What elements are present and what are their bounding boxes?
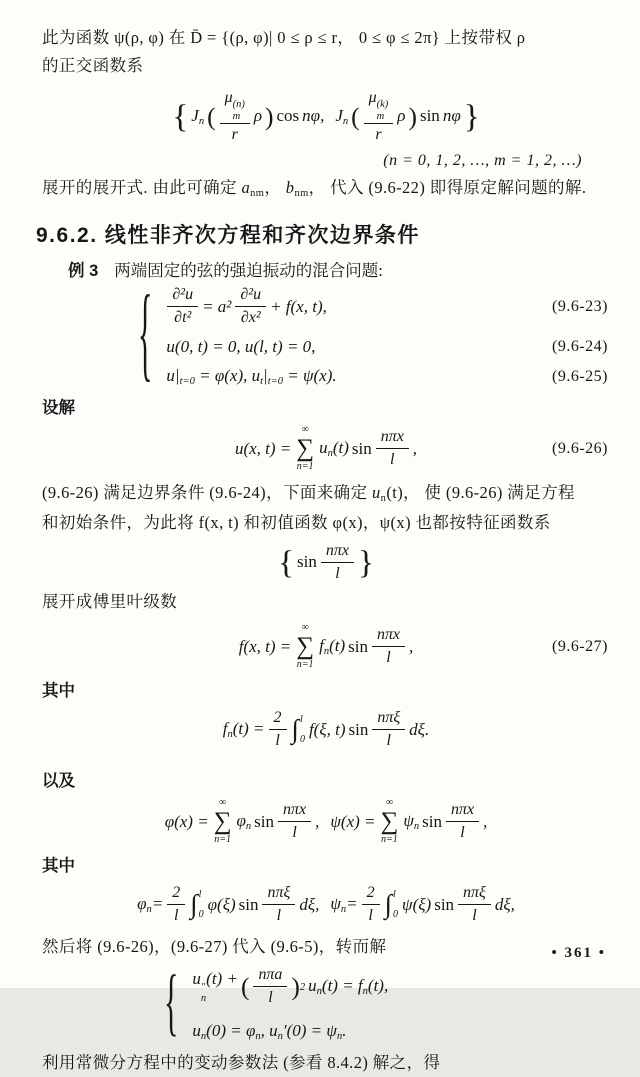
pde-system [138, 275, 610, 394]
intro-paragraph [42, 24, 610, 81]
sum-lower-limit: n=1 [296, 461, 314, 473]
right-paren: ) [291, 971, 300, 1001]
mu-superscript: (k) [376, 99, 389, 110]
summation [214, 798, 232, 845]
mu-over-r-fraction [220, 88, 250, 145]
npx-over-l-fraction: $\frac{\text{nπx}}{l}$ [446, 800, 479, 843]
right-brace: } [357, 543, 374, 581]
suppose-solution-label: 设解 [42, 399, 75, 418]
npxi-over-l-fraction: $\frac{\text{nπξ}}{l}$ [372, 708, 405, 751]
f-n-lhs: $f_n(t)$ = [222, 719, 265, 741]
determine-un-paragraph: (9.6-26) 满足边界条件 (9.6-24)，下面来确定 $u_n(t)$， 使 (9.6-26) 满足方程 和初始条件，为此将 f(x, t) 和初值函数 φ(x)，ψ(x) 也都按特征函数系 [42, 483, 575, 532]
example-3-line [42, 257, 610, 281]
orthogonal-system-formula [42, 88, 610, 145]
psi-n: $\psi_n$ [403, 811, 420, 833]
u-n-second-derivative: u ″ n (t) + [192, 969, 238, 1005]
two-over-l-fraction: $\frac{2}{l}$ [269, 708, 287, 751]
npx-over-l-fraction: $\frac{\text{nπx}}{l}$ [278, 800, 311, 843]
intro-line-1: 此为函数 ψ(ρ, φ) 在 D̄ = {(ρ, φ)| 0 ≤ ρ ≤ r， 0 ≤ φ ≤ 2π} 上按带权 ρ [42, 28, 526, 47]
phi-psi-expansion-formula: φ(x) = ∞ ∑ n=1 $\varphi_n$ sin $\frac{\text{nπx}}{l}$ , ψ(x) = ∞ ∑ n=1 $\psi_n$ sin $\frac{\text{nπx}}{l}$ , [164, 797, 488, 846]
u-n-of-t: $u_n(t)$ [319, 438, 349, 460]
npx-over-l-fraction: $\frac{\text{nπx}}{l}$ [376, 427, 409, 470]
system-brace: { [138, 275, 153, 394]
equation-number: (9.6-27) [552, 637, 608, 655]
and-label: 以及 [42, 772, 75, 791]
rho-symbol: ρ [397, 106, 406, 126]
right-paren: ) [408, 101, 417, 131]
initial-conditions-row: $u|_{t=0} = \varphi(x)$, $u_t|_{t=0} = \psi(x)$. (9.6-25) [166, 366, 608, 388]
mu-symbol: μ [224, 88, 233, 106]
integral-symbol: ∫ [291, 714, 299, 745]
frac-numerator [364, 88, 394, 124]
bessel-J-n: $J_n$ [191, 105, 205, 127]
npx-over-l-fraction: $\frac{\text{nπx}}{l}$ [321, 541, 354, 584]
left-brace: { [172, 97, 189, 135]
sum-lower-limit: n=1 [296, 659, 314, 671]
two-over-l-fraction: $\frac{2}{l}$ [362, 883, 380, 926]
power-2: 2 [299, 981, 306, 993]
equation-9-6-26: u(x, t) = ∞ ∑ n=1 $u_n(t)$ sin $\frac{\text{nπx}}{l}$ , (9.6-26) [234, 424, 608, 473]
sin-operator: sin [238, 894, 259, 914]
integral-0-to-l [190, 890, 203, 920]
ode-equation-row [192, 965, 610, 1008]
integral-lower-limit: 0 [299, 733, 305, 745]
equation-number: (9.6-25) [552, 367, 608, 385]
mu-subscript: m [232, 110, 241, 122]
summation [296, 425, 314, 472]
phi-n: $\varphi_n$ [236, 811, 252, 833]
variation-of-parameters-paragraph: 利用常微分方程中的变动参数法 (参看 8.4.2) 解之，得 [42, 1052, 441, 1072]
system-brace: { [164, 961, 179, 1044]
integral-upper-limit: l [299, 713, 303, 725]
phi-n-psi-n-coefficient-formula: $\varphi_n=$ $\frac{2}{l}$ ∫ l 0 φ(ξ) sin $\frac{\text{nπξ}}{l}$ dξ, $\psi_n=$ $\frac{2}{l}$ ∫ l 0 ψ(ξ) sin $\frac{\text{nπξ}}{l}$ dξ, [137, 884, 515, 925]
sin-operator: sin [422, 811, 442, 831]
cos-operator: cos [276, 106, 300, 126]
equation-number: (9.6-23) [552, 297, 608, 315]
u-n-of-t: $u_n(t) = f_n(t)$, [308, 976, 389, 998]
integral-symbol: ∫ [384, 889, 393, 920]
wave-equation-row: $\frac{\text{∂²u}}{\text{∂t²}}$ = a² $\frac{\text{∂²u}}{\text{∂x²}}$ + f(x, t), (9.6-23) [166, 285, 610, 328]
substitute-paragraph: 然后将 (9.6-26)，(9.6-27) 代入 (9.6-5)，转而解 [42, 937, 387, 957]
fn-coefficient-formula: $f_n(t)$ = $\frac{2}{l}$ ∫ l 0 f(ξ, t) sin $\frac{\text{nπξ}}{l}$ dξ. [222, 709, 430, 750]
frac-denominator: r [231, 126, 238, 144]
psi-n-lhs: $\psi_n=$ [330, 894, 358, 916]
sin-operator: sin [297, 552, 317, 572]
summation [296, 623, 314, 670]
left-paren: ( [351, 101, 360, 131]
sin-operator: sin [254, 811, 275, 831]
sub-n: n [342, 115, 349, 127]
d2u-dt2-fraction: $\frac{\text{∂²u}}{\text{∂t²}}$ [167, 285, 198, 328]
sum-lower-limit: n=1 [214, 834, 231, 846]
npa-over-l-fraction: $\frac{\text{nπa}}{l}$ [253, 965, 287, 1008]
index-range-note: (n = 0, 1, 2, …, m = 1, 2, …) [383, 152, 582, 170]
phi-n-lhs: $\varphi_n=$ [137, 894, 164, 916]
sin-argument: nφ [442, 106, 461, 126]
frac-numerator [220, 88, 250, 124]
sum-symbol: ∑ [380, 808, 399, 836]
ode-system [164, 961, 610, 1044]
where-label: 其中 [42, 682, 75, 701]
sum-symbol: ∑ [296, 435, 315, 463]
cos-argument: nφ, [302, 106, 325, 126]
mu-indices [377, 99, 389, 122]
sum-upper-limit: ∞ [385, 797, 393, 809]
sin-operator: sin [419, 106, 440, 126]
two-over-l-fraction: $\frac{2}{l}$ [167, 883, 185, 926]
integral-upper-limit: l [198, 888, 202, 900]
integral-lower-limit: 0 [393, 908, 399, 920]
sin-operator: sin [434, 894, 455, 914]
left-paren: ( [240, 972, 250, 1002]
sum-symbol: ∑ [296, 633, 315, 661]
sum-lower-limit: n=1 [381, 834, 398, 846]
integral-0-to-l [385, 890, 398, 920]
integral-symbol: ∫ [190, 889, 198, 920]
d2u-dx2-fraction: $\frac{\text{∂²u}}{\text{∂x²}}$ [235, 285, 266, 328]
integral-lower-limit: 0 [198, 908, 204, 920]
sum-upper-limit: ∞ [301, 424, 309, 436]
sin-operator: sin [351, 438, 372, 458]
section-number: 9.6.2. [36, 224, 98, 248]
example-text: 两端固定的弦的强迫振动的混合问题: [114, 261, 383, 281]
f-n-of-t: $f_n(t)$ [319, 636, 346, 658]
npxi-over-l-fraction: $\frac{\text{nπξ}}{l}$ [458, 883, 491, 926]
sin-operator: sin [348, 719, 369, 739]
where-label: 其中 [42, 857, 75, 876]
ode-initial-conditions-row: $u_n(0) = \varphi_n$, $u_n'(0) = \psi_n$. [192, 1021, 347, 1043]
sub-n: n [198, 115, 205, 127]
equation-9-6-27: f(x, t) = ∞ ∑ n=1 $f_n(t)$ sin $\frac{\text{nπx}}{l}$ , (9.6-27) [238, 622, 608, 671]
summation [381, 798, 399, 845]
rho-symbol: ρ [253, 106, 262, 126]
sin-operator: sin [348, 636, 368, 656]
sum-upper-limit: ∞ [219, 797, 227, 809]
mu-symbol: μ [368, 88, 377, 106]
equation-number: (9.6-24) [552, 338, 608, 356]
page-number: • 361 • [551, 945, 606, 961]
coefficient-a-nm: $a_{nm}$ [241, 178, 265, 200]
integral-0-to-l [292, 715, 305, 745]
example-label: 例 3 [68, 262, 99, 281]
mu-subscript: m [376, 110, 385, 122]
fourier-expansion-label: 展开成傅里叶级数 [42, 591, 178, 611]
npx-over-l-fraction: $\frac{\text{nπx}}{l}$ [372, 625, 405, 668]
expansion-paragraph: 展开的展开式. 由此可确定 $a_{nm}$， $b_{nm}$， 代入 (9.6-22) 即得原定解问题的解. [42, 178, 587, 200]
mu-over-r-fraction [364, 88, 394, 145]
boundary-conditions-row: u(0, t) = 0, u(l, t) = 0, (9.6-24) [166, 337, 608, 357]
eigenfunction-system [42, 541, 610, 584]
right-brace: } [463, 97, 480, 135]
left-paren: ( [207, 101, 216, 131]
intro-line-2: 的正交函数系 [42, 56, 144, 76]
section-title: 线性非齐次方程和齐次边界条件 [104, 224, 420, 248]
frac-denominator: r [375, 126, 382, 144]
equation-number: (9.6-26) [552, 439, 608, 457]
sum-symbol: ∑ [213, 808, 232, 836]
coefficient-b-nm: $b_{nm}$ [285, 178, 309, 200]
left-brace: { [278, 543, 295, 581]
section-heading [36, 219, 610, 249]
mu-indices [233, 99, 245, 122]
mu-superscript: (n) [232, 99, 245, 110]
double-prime: ″ [200, 981, 206, 993]
npxi-over-l-fraction: $\frac{\text{nπξ}}{l}$ [262, 883, 295, 926]
sub-n: n [200, 993, 207, 1005]
integral-upper-limit: l [393, 888, 396, 900]
bessel-J-n: $J_n$ [335, 105, 349, 127]
u-n-of-t: $u_n$ [372, 483, 387, 505]
right-paren: ) [265, 101, 274, 131]
sum-upper-limit: ∞ [301, 622, 309, 634]
